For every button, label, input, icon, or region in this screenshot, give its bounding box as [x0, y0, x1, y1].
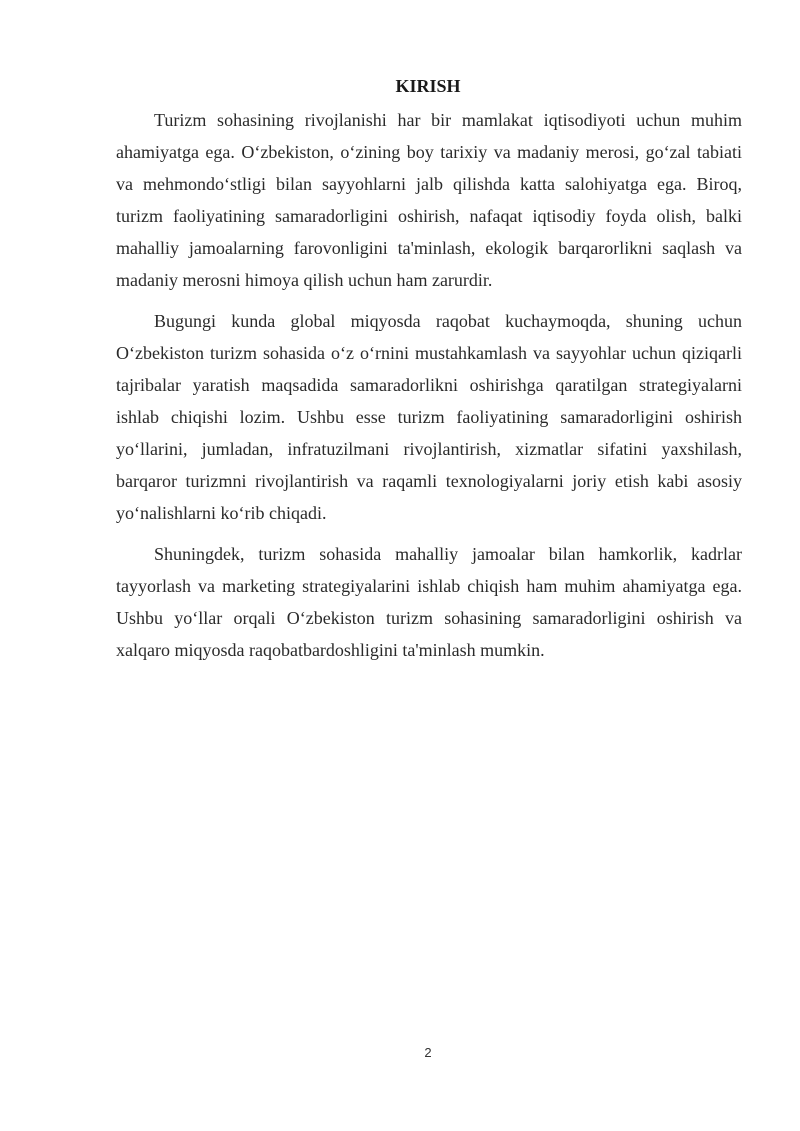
- page-number: 2: [424, 1045, 432, 1060]
- body-text: [116, 104, 742, 675]
- paragraph-3: Shuningdek, turizm sohasida mahalliy jamoalar bilan hamkorlik, kadrlar tayyorlash va marketing strategiyalarini ishlab chiqish ham muhim ahamiyatga ega. Ushbu yo‘llar orqali O‘zbekiston turizm sohasining samaradorligini oshirish va xalqaro miqyosda raqobatbardoshligini ta'minlash mumkin.: [116, 544, 742, 660]
- section-title: KIRISH: [395, 76, 461, 96]
- paragraph-2: Bugungi kunda global miqyosda raqobat kuchaymoqda, shuning uchun O‘zbekiston turizm sohasida o‘z o‘rnini mustahkamlash va sayyohlar uchun qiziqarli tajribalar yaratish maqsadida samaradorlikni oshirishga qaratilgan strategiyalarni ishlab chiqishi lozim. Ushbu esse turizm faoliyatining samaradorligini oshirish yo‘llarini, jumladan, infratuzilmani rivojlantirish, xizmatlar sifatini yaxshilash, barqaror turizmni rivojlantirish va raqamli texnologiyalarni joriy etish kabi asosiy yo‘nalishlarni ko‘rib chiqadi.: [116, 311, 742, 523]
- paragraph-1: Turizm sohasining rivojlanishi har bir mamlakat iqtisodiyoti uchun muhim ahamiyatga ega. O‘zbekiston, o‘zining boy tarixiy va madaniy merosi, go‘zal tabiati va mehmondo‘stligi bilan sayyohlarni jalb qilishda katta salohiyatga ega. Biroq, turizm faoliyatining samaradorligini oshirish, nafaqat iqtisodiy foyda olish, balki mahalliy jamoalarning farovonligini ta'minlash, ekologik barqarorlikni saqlash va madaniy merosni himoya qilish uchun ham zarurdir.: [116, 110, 742, 290]
